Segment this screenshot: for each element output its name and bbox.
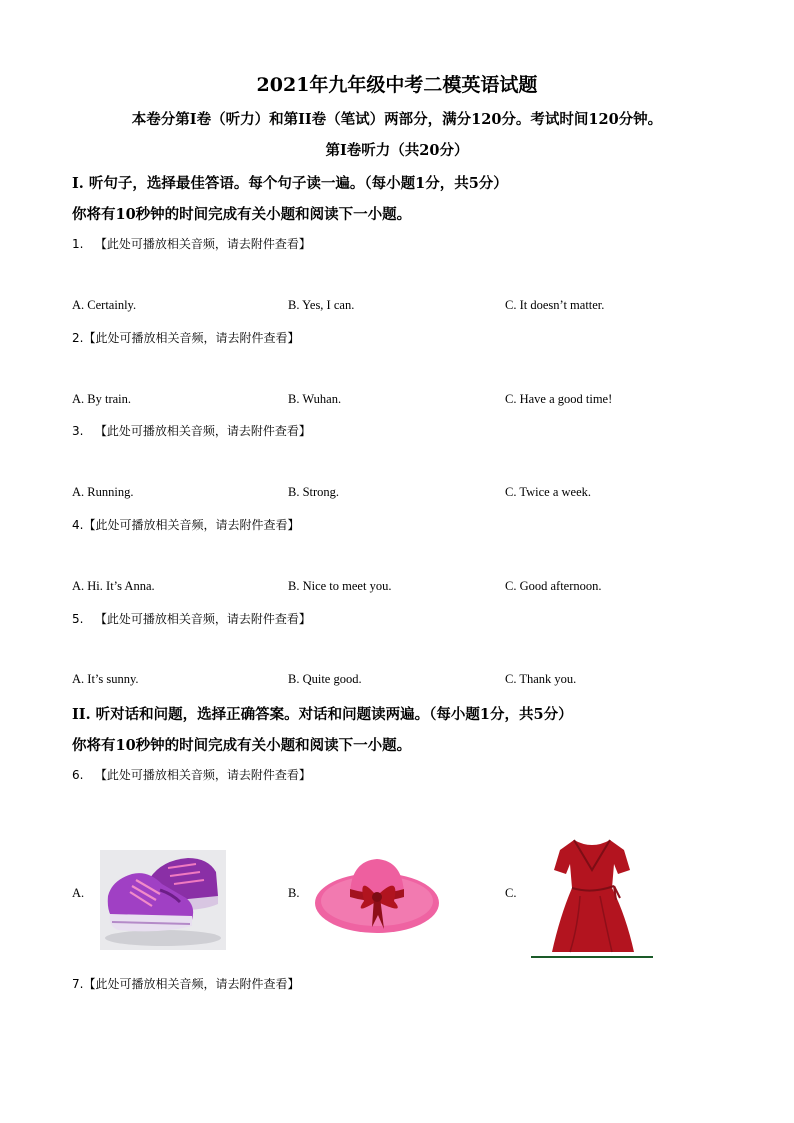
- question-3-option-b: B. Strong.: [288, 485, 340, 499]
- question-6-option-b-label: B.: [288, 886, 300, 900]
- sun-hat-icon: [314, 853, 440, 935]
- dress-icon: [530, 836, 654, 960]
- question-5-option-a: A. It’s sunny.: [72, 672, 139, 686]
- question-1-option-b: B. Yes, I can.: [288, 298, 355, 312]
- page-title: 2021年九年级中考二模英语试题: [256, 74, 538, 96]
- question-6-prompt: 6. 【此处可播放相关音频，请去附件查看】: [72, 768, 311, 782]
- question-1-option-c: C. It doesn’t matter.: [505, 298, 605, 312]
- section2-note: 你将有10秒钟的时间完成有关小题和阅读下一小题。: [72, 737, 412, 754]
- question-6-option-c-label: C.: [505, 886, 517, 900]
- question-2-prompt: 2.【此处可播放相关音频，请去附件查看】: [72, 331, 300, 345]
- question-7-prompt: 7.【此处可播放相关音频，请去附件查看】: [72, 977, 300, 991]
- section2-heading: II. 听对话和问题，选择正确答案。对话和问题读两遍。（每小题1分，共5分）: [72, 706, 573, 723]
- question-1-option-a: A. Certainly.: [72, 298, 137, 312]
- question-5-prompt: 5. 【此处可播放相关音频，请去附件查看】: [72, 612, 311, 626]
- question-6-option-a-label: A.: [72, 886, 85, 900]
- question-4-option-c: C. Good afternoon.: [505, 579, 602, 593]
- question-5-option-b: B. Quite good.: [288, 672, 362, 686]
- question-3-option-c: C. Twice a week.: [505, 485, 592, 499]
- question-2-option-b: B. Wuhan.: [288, 392, 342, 406]
- question-5-option-c: C. Thank you.: [505, 672, 577, 686]
- section1-heading: I. 听句子，选择最佳答语。每个句子读一遍。（每小题1分，共5分）: [72, 175, 508, 192]
- question-4-option-b: B. Nice to meet you.: [288, 579, 392, 593]
- question-3-prompt: 3. 【此处可播放相关音频，请去附件查看】: [72, 424, 311, 438]
- question-4-option-a: A. Hi. It’s Anna.: [72, 579, 155, 593]
- question-4-prompt: 4.【此处可播放相关音频，请去附件查看】: [72, 518, 300, 532]
- sneaker-icon: [100, 850, 226, 950]
- question-2-option-a: A. By train.: [72, 392, 132, 406]
- section1-note: 你将有10秒钟的时间完成有关小题和阅读下一小题。: [72, 206, 412, 223]
- question-3-option-a: A. Running.: [72, 485, 134, 499]
- exam-intro: 本卷分第I卷（听力）和第II卷（笔试）两部分，满分120分。考试时间120分钟。: [131, 111, 663, 128]
- part1-title: 第I卷听力（共20分）: [325, 142, 469, 159]
- question-1-prompt: 1. 【此处可播放相关音频，请去附件查看】: [72, 237, 311, 251]
- question-2-option-c: C. Have a good time!: [505, 392, 613, 406]
